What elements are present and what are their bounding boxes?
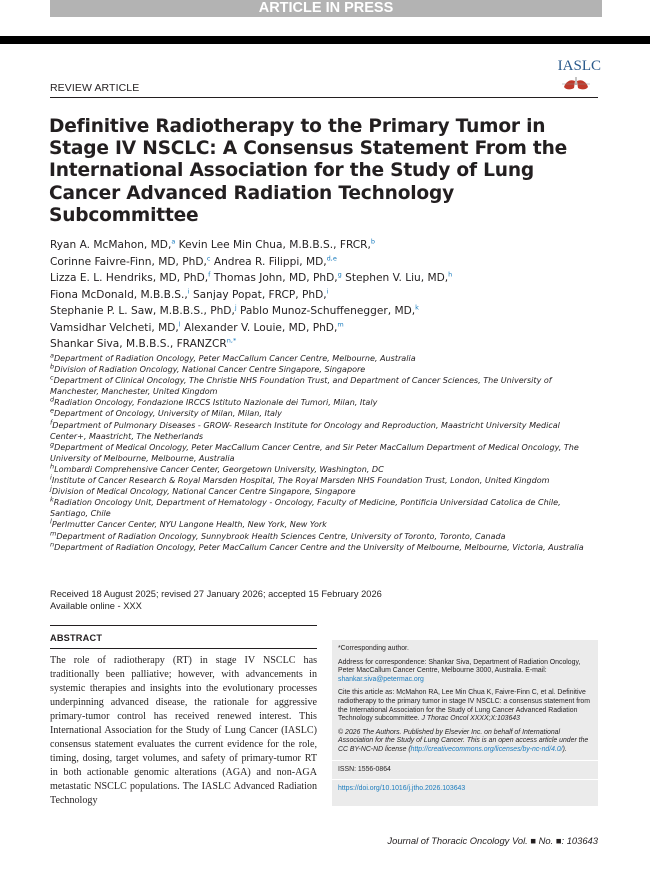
affiliation-marker[interactable]: i xyxy=(187,286,190,295)
box-divider xyxy=(332,779,598,780)
affiliation-item xyxy=(50,364,598,375)
affiliation-marker[interactable]: a xyxy=(171,237,176,246)
title-line: Cancer Advanced Radiation Technology xyxy=(49,182,455,204)
affiliation-text: Division of Medical Oncology, National Cancer Centre Singapore, Singapore xyxy=(51,487,356,497)
affiliation-item xyxy=(50,497,598,519)
affiliation-text: Institute of Cancer Research & Royal Marsden Hospital, The Royal Marsden NHS Foundation Trust, London, United Kingdom xyxy=(51,476,550,486)
affiliation-letter: a xyxy=(50,351,54,360)
affiliation-item xyxy=(50,353,598,364)
email-link[interactable]: shankar.siva@petermac.org xyxy=(338,675,424,683)
affiliation-marker[interactable]: j xyxy=(234,303,237,312)
title-line: Subcommittee xyxy=(49,204,199,226)
author-name: Shankar Siva, M.B.B.S., FRANZCR xyxy=(50,338,227,350)
affiliation-item xyxy=(50,519,598,530)
affiliation-letter: f xyxy=(50,417,53,426)
affiliation-text: Radiation Oncology Unit, Department of Hematology - Oncology, Faculty of Medicine, Pontificia Universidad Catolica de Chile, Santiago, Chile xyxy=(50,498,561,519)
affiliation-text: Radiation Oncology, Fondazione IRCCS Istituto Nazionale dei Tumori, Milan, Italy xyxy=(54,398,378,408)
affiliation-marker[interactable]: b xyxy=(370,237,376,246)
author-line xyxy=(50,270,590,287)
author-name: Fiona McDonald, M.B.B.S., xyxy=(50,288,188,301)
section-label: REVIEW ARTICLE xyxy=(50,82,140,94)
author-name: Lizza E. L. Hendriks, MD, PhD, xyxy=(50,272,209,284)
journal-footer: Journal of Thoracic Oncology Vol. ■ No. ■: 103643 xyxy=(387,835,598,846)
abstract-text: The role of radiotherapy (RT) in stage IV NSCLC has traditionally been palliative; however, with advancements in systemic therapies and insights into the evolutionary processes underpinning advanced disease, the rationale for aggressive primary-tumor control has received renewed interest. This International Association for the Study of Lung Cancer (IASLC) consensus statement evaluates the current evidence for the role, timing, dosing, target volumes, and safety of primary-tumor RT in both actionable genomic alterations (AGA) and non-AGA metastatic NSCLC populations. The IASLC Advanced Radiation Technology xyxy=(50,655,317,807)
affiliation-letter: n xyxy=(50,539,55,548)
affiliation-marker[interactable]: f xyxy=(208,270,211,279)
iaslc-logo xyxy=(551,58,601,94)
affiliation-text: Department of Oncology, University of Milan, Milan, Italy xyxy=(54,409,282,419)
affiliation-letter: k xyxy=(50,495,54,504)
received-dates: Received 18 August 2025; revised 27 January 2026; accepted 15 February 2026 xyxy=(50,589,382,599)
corresponding-author-note: *Corresponding author. xyxy=(338,645,409,652)
abstract-top-rule xyxy=(50,625,317,626)
article-in-press-banner: ARTICLE IN PRESS xyxy=(50,0,602,17)
header-rule xyxy=(50,97,598,98)
correspondence-address: Address for correspondence: Shankar Siva, Department of Radiation Oncology, Peter MacCallum Cancer Centre, Melbourne 3000, Australia. E-mail: shankar.siva@petermac.org xyxy=(338,658,581,683)
affiliation-text: Lombardi Comprehensive Cancer Center, Georgetown University, Washington, DC xyxy=(54,464,384,474)
author-name: Sanjay Popat, FRCP, PhD, xyxy=(189,288,327,301)
author-line xyxy=(50,320,590,337)
citation-text: Cite this article as: McMahon RA, Lee Min Chua K, Faivre-Finn C, et al. Definitive radiotherapy to the primary tumor in stage IV NSCLC: a consensus statement from the International Association for the Study of Lung Cancer Advanced Radiation Technology subcommittee. J Thorac Oncol XXXX;X:103643 xyxy=(338,689,591,723)
affiliation-letter: g xyxy=(50,440,55,449)
title-line: International Association for the Study of Lung xyxy=(49,160,534,182)
author-name: Andrea R. Filippi, MD, xyxy=(210,255,327,268)
author-name: Thomas John, MD, PhD, xyxy=(210,272,338,284)
author-line xyxy=(50,254,590,271)
affiliation-item xyxy=(50,528,598,542)
affiliation-item xyxy=(50,397,598,408)
lungs-icon xyxy=(561,76,591,92)
affiliation-text: Department of Clinical Oncology, The Christie NHS Foundation Trust, and Department of Cancer Sciences, The University of Manchester, Manchester, United Kingdom xyxy=(50,376,552,397)
author-line xyxy=(50,287,590,304)
issn: ISSN: 1556-0864 xyxy=(338,765,391,773)
affiliation-item xyxy=(50,486,598,497)
author-name: Vamsidhar Velcheti, MD, xyxy=(50,321,179,334)
affiliation-marker[interactable]: m xyxy=(337,319,344,328)
author-name: Stephanie P. L. Saw, M.B.B.S., PhD, xyxy=(50,305,235,317)
title-line: Stage IV NSCLC: A Consensus Statement From the xyxy=(49,138,568,160)
abstract-heading-rule xyxy=(50,648,317,649)
affiliation-letter: j xyxy=(50,484,52,493)
affiliation-item xyxy=(50,464,598,475)
affiliation-item xyxy=(50,442,598,464)
affiliation-text: Department of Radiation Oncology, Peter MacCallum Cancer Centre, Melbourne, Australia xyxy=(53,354,416,363)
author-name: Alexander V. Louie, MD, PhD, xyxy=(180,321,338,334)
affiliation-item xyxy=(50,417,598,442)
affiliation-text: Department of Pulmonary Diseases - GROW- Research Institute for Oncology and Reproduction, Maastricht University Medical Center+, Maastricht, The Netherlands xyxy=(50,420,560,441)
affiliation-letter: d xyxy=(50,395,55,404)
affiliation-marker[interactable]: c xyxy=(206,253,211,262)
author-name: Pablo Munoz-Schuffenegger, MD, xyxy=(236,305,416,317)
article-dates xyxy=(50,589,382,612)
doi-link[interactable]: https://doi.org/10.1016/j.jtho.2026.103643 xyxy=(338,785,466,793)
author-line xyxy=(50,303,590,320)
affiliation-text: Division of Radiation Oncology, National Cancer Centre Singapore, Singapore xyxy=(54,365,366,375)
author-name: Kevin Lee Min Chua, M.B.B.S., FRCR, xyxy=(175,239,371,251)
affiliation-letter: m xyxy=(50,528,57,537)
affiliation-marker[interactable]: d,e xyxy=(326,253,337,262)
top-black-rule xyxy=(0,36,650,44)
affiliation-text: Department of Radiation Oncology, Sunnybrook Health Sciences Centre, University of Toronto, Toronto, Canada xyxy=(56,531,506,541)
affiliation-item xyxy=(50,539,598,553)
affiliation-letter: c xyxy=(50,373,54,382)
affiliation-marker[interactable]: i xyxy=(326,286,329,295)
author-name: Stephen V. Liu, MD, xyxy=(341,272,449,284)
affiliation-letter: h xyxy=(50,462,55,471)
box-divider xyxy=(332,760,598,761)
author-line xyxy=(50,237,590,254)
affiliation-text: Perlmutter Cancer Center, NYU Langone Health, New York, New York xyxy=(51,520,327,530)
affiliation-letter: b xyxy=(50,362,55,371)
author-name: Ryan A. McMahon, MD, xyxy=(50,239,172,251)
correspondence-box xyxy=(332,640,598,806)
affiliation-letter: l xyxy=(50,517,52,526)
author-list xyxy=(50,237,590,353)
affiliation-marker[interactable]: g xyxy=(337,270,342,279)
affiliation-marker[interactable]: l xyxy=(178,319,181,328)
affiliation-item xyxy=(50,375,598,397)
affiliation-item xyxy=(50,475,598,486)
author-name: Corinne Faivre-Finn, MD, PhD, xyxy=(50,255,207,268)
affiliation-list xyxy=(50,353,598,553)
affiliation-letter: i xyxy=(50,473,52,482)
affiliation-marker[interactable]: h xyxy=(448,270,453,279)
article-title xyxy=(49,116,569,227)
logo-text: IASLC xyxy=(557,58,601,74)
affiliation-letter: e xyxy=(50,406,54,415)
copyright-text: © 2026 The Authors. Published by Elsevier Inc. on behalf of International Association for the Study of Lung Cancer. This is an open access article under the CC BY-NC-ND license (http://creativecommons.org/licenses/by-nc-nd/4.0/). xyxy=(338,728,589,753)
abstract-heading: ABSTRACT xyxy=(50,633,103,643)
affiliation-text: Department of Medical Oncology, Peter MacCallum Cancer Centre, and Sir Peter MacCallum Department of Medical Oncology, The University of Melbourne, Melbourne, Australia xyxy=(50,442,579,463)
affiliation-marker[interactable]: n,* xyxy=(226,336,237,345)
license-link[interactable]: http://creativecommons.org/licenses/by-nc-nd/4.0/ xyxy=(410,745,563,753)
affiliation-item xyxy=(50,408,598,419)
author-line xyxy=(50,336,590,353)
affiliation-marker[interactable]: k xyxy=(415,303,419,312)
affiliation-text: Department of Radiation Oncology, Peter MacCallum Cancer Centre and the University of Melbourne, Melbourne, Victoria, Australia xyxy=(54,542,584,552)
available-online: Available online - XXX xyxy=(50,600,142,611)
title-line: Definitive Radiotherapy to the Primary Tumor in xyxy=(49,116,546,137)
